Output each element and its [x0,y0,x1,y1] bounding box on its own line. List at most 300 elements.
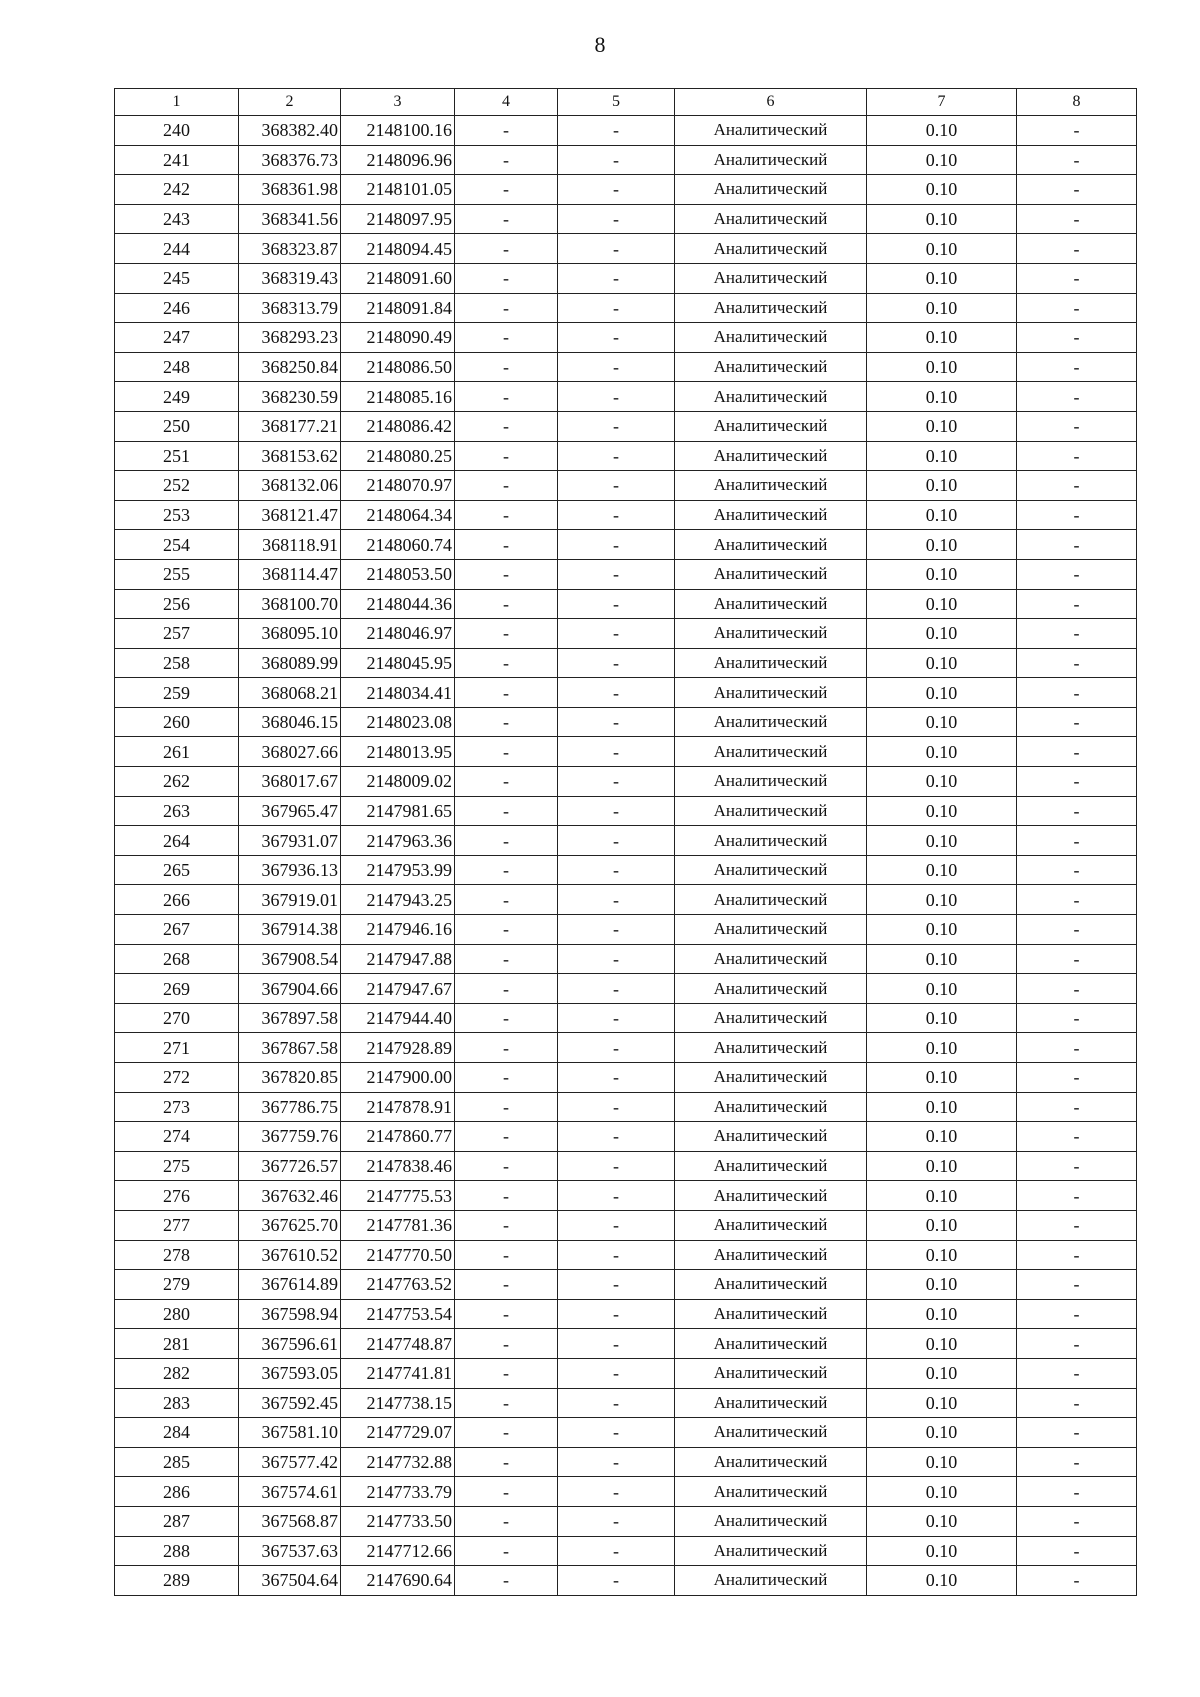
table-row [115,1566,1137,1596]
column-4-cell: - [455,944,558,974]
accuracy-cell: 0.10 [867,1536,1017,1566]
column-8-cell: - [1017,500,1137,530]
table-row [115,1358,1137,1388]
table-row [115,263,1137,293]
column-8-cell: - [1017,263,1137,293]
column-5-cell: - [558,1181,675,1211]
accuracy-cell: 0.10 [867,1506,1017,1536]
column-5-cell: - [558,145,675,175]
point-number-cell: 259 [115,678,239,708]
column-8-cell: - [1017,1506,1137,1536]
column-8-cell: - [1017,855,1137,885]
accuracy-cell: 0.10 [867,974,1017,1004]
column-8-cell: - [1017,234,1137,264]
accuracy-cell: 0.10 [867,1033,1017,1063]
column-4-cell: - [455,1181,558,1211]
x-coordinate-cell: 367726.57 [239,1151,341,1181]
coordinates-table [114,88,1137,1596]
method-cell: Аналитический [675,885,867,915]
column-5-cell: - [558,530,675,560]
column-5-cell: - [558,263,675,293]
point-number-cell: 279 [115,1270,239,1300]
point-number-cell: 286 [115,1477,239,1507]
column-8-cell: - [1017,559,1137,589]
x-coordinate-cell: 367936.13 [239,855,341,885]
column-8-cell: - [1017,589,1137,619]
column-4-cell: - [455,1388,558,1418]
column-8-cell: - [1017,648,1137,678]
accuracy-cell: 0.10 [867,855,1017,885]
column-8-cell: - [1017,1092,1137,1122]
method-cell: Аналитический [675,1388,867,1418]
column-5-cell: - [558,826,675,856]
accuracy-cell: 0.10 [867,1122,1017,1152]
column-8-cell: - [1017,1329,1137,1359]
y-coordinate-cell: 2147953.99 [341,855,455,885]
table-row [115,530,1137,560]
column-8-cell: - [1017,767,1137,797]
point-number-cell: 270 [115,1003,239,1033]
table-row [115,648,1137,678]
column-8-cell: - [1017,1388,1137,1418]
method-cell: Аналитический [675,589,867,619]
y-coordinate-cell: 2147741.81 [341,1358,455,1388]
method-cell: Аналитический [675,293,867,323]
column-5-cell: - [558,323,675,353]
column-4-cell: - [455,1270,558,1300]
method-cell: Аналитический [675,855,867,885]
column-8-cell: - [1017,382,1137,412]
method-cell: Аналитический [675,1122,867,1152]
point-number-cell: 253 [115,500,239,530]
y-coordinate-cell: 2148060.74 [341,530,455,560]
column-4-cell: - [455,707,558,737]
table-row [115,500,1137,530]
y-coordinate-cell: 2147947.88 [341,944,455,974]
x-coordinate-cell: 368153.62 [239,441,341,471]
column-4-cell: - [455,116,558,146]
method-cell: Аналитический [675,1299,867,1329]
table-row [115,1536,1137,1566]
table-row [115,707,1137,737]
column-8-cell: - [1017,293,1137,323]
y-coordinate-cell: 2148045.95 [341,648,455,678]
table-row [115,826,1137,856]
accuracy-cell: 0.10 [867,116,1017,146]
column-5-cell: - [558,382,675,412]
column-4-cell: - [455,1063,558,1093]
y-coordinate-cell: 2148013.95 [341,737,455,767]
method-cell: Аналитический [675,1418,867,1448]
column-8-cell: - [1017,1566,1137,1596]
method-cell: Аналитический [675,559,867,589]
x-coordinate-cell: 368089.99 [239,648,341,678]
x-coordinate-cell: 368313.79 [239,293,341,323]
accuracy-cell: 0.10 [867,1447,1017,1477]
y-coordinate-cell: 2148094.45 [341,234,455,264]
column-5-cell: - [558,1447,675,1477]
y-coordinate-cell: 2147690.64 [341,1566,455,1596]
x-coordinate-cell: 368341.56 [239,204,341,234]
column-5-cell: - [558,648,675,678]
x-coordinate-cell: 368376.73 [239,145,341,175]
method-cell: Аналитический [675,1151,867,1181]
accuracy-cell: 0.10 [867,471,1017,501]
method-cell: Аналитический [675,619,867,649]
point-number-cell: 255 [115,559,239,589]
column-4-cell: - [455,1151,558,1181]
method-cell: Аналитический [675,411,867,441]
table-row [115,589,1137,619]
method-cell: Аналитический [675,1477,867,1507]
column-5-cell: - [558,974,675,1004]
y-coordinate-cell: 2148080.25 [341,441,455,471]
x-coordinate-cell: 368100.70 [239,589,341,619]
y-coordinate-cell: 2147946.16 [341,915,455,945]
x-coordinate-cell: 368382.40 [239,116,341,146]
method-cell: Аналитический [675,767,867,797]
point-number-cell: 269 [115,974,239,1004]
point-number-cell: 248 [115,352,239,382]
method-cell: Аналитический [675,1329,867,1359]
column-header: 1 [115,89,239,116]
column-8-cell: - [1017,974,1137,1004]
y-coordinate-cell: 2148053.50 [341,559,455,589]
column-4-cell: - [455,530,558,560]
y-coordinate-cell: 2147981.65 [341,796,455,826]
column-header: 7 [867,89,1017,116]
accuracy-cell: 0.10 [867,737,1017,767]
column-4-cell: - [455,915,558,945]
column-8-cell: - [1017,1151,1137,1181]
column-4-cell: - [455,1566,558,1596]
column-4-cell: - [455,1418,558,1448]
column-4-cell: - [455,382,558,412]
column-4-cell: - [455,648,558,678]
column-8-cell: - [1017,1122,1137,1152]
x-coordinate-cell: 367914.38 [239,915,341,945]
accuracy-cell: 0.10 [867,1270,1017,1300]
column-8-cell: - [1017,737,1137,767]
table-row [115,678,1137,708]
point-number-cell: 243 [115,204,239,234]
y-coordinate-cell: 2147775.53 [341,1181,455,1211]
point-number-cell: 275 [115,1151,239,1181]
method-cell: Аналитический [675,944,867,974]
column-4-cell: - [455,1358,558,1388]
y-coordinate-cell: 2147878.91 [341,1092,455,1122]
x-coordinate-cell: 367759.76 [239,1122,341,1152]
y-coordinate-cell: 2147753.54 [341,1299,455,1329]
method-cell: Аналитический [675,915,867,945]
accuracy-cell: 0.10 [867,1566,1017,1596]
method-cell: Аналитический [675,263,867,293]
point-number-cell: 264 [115,826,239,856]
column-5-cell: - [558,1506,675,1536]
column-8-cell: - [1017,1181,1137,1211]
point-number-cell: 288 [115,1536,239,1566]
x-coordinate-cell: 367908.54 [239,944,341,974]
column-8-cell: - [1017,116,1137,146]
point-number-cell: 242 [115,175,239,205]
column-5-cell: - [558,678,675,708]
table-row [115,1181,1137,1211]
y-coordinate-cell: 2148101.05 [341,175,455,205]
accuracy-cell: 0.10 [867,500,1017,530]
y-coordinate-cell: 2148090.49 [341,323,455,353]
method-cell: Аналитический [675,1003,867,1033]
x-coordinate-cell: 367596.61 [239,1329,341,1359]
y-coordinate-cell: 2148009.02 [341,767,455,797]
x-coordinate-cell: 368293.23 [239,323,341,353]
column-5-cell: - [558,1566,675,1596]
y-coordinate-cell: 2147944.40 [341,1003,455,1033]
point-number-cell: 267 [115,915,239,945]
method-cell: Аналитический [675,1358,867,1388]
table-body [115,116,1137,1596]
point-number-cell: 273 [115,1092,239,1122]
column-header: 2 [239,89,341,116]
column-5-cell: - [558,1122,675,1152]
table-row [115,1210,1137,1240]
column-4-cell: - [455,204,558,234]
method-cell: Аналитический [675,1210,867,1240]
point-number-cell: 251 [115,441,239,471]
x-coordinate-cell: 368068.21 [239,678,341,708]
x-coordinate-cell: 367614.89 [239,1270,341,1300]
accuracy-cell: 0.10 [867,707,1017,737]
column-8-cell: - [1017,944,1137,974]
y-coordinate-cell: 2147963.36 [341,826,455,856]
x-coordinate-cell: 367625.70 [239,1210,341,1240]
column-8-cell: - [1017,885,1137,915]
table-row [115,204,1137,234]
point-number-cell: 249 [115,382,239,412]
column-5-cell: - [558,1477,675,1507]
column-5-cell: - [558,234,675,264]
table-row [115,1388,1137,1418]
point-number-cell: 247 [115,323,239,353]
method-cell: Аналитический [675,500,867,530]
column-5-cell: - [558,1063,675,1093]
column-4-cell: - [455,855,558,885]
method-cell: Аналитический [675,648,867,678]
column-4-cell: - [455,1240,558,1270]
column-8-cell: - [1017,323,1137,353]
column-5-cell: - [558,1270,675,1300]
x-coordinate-cell: 367965.47 [239,796,341,826]
y-coordinate-cell: 2147733.50 [341,1506,455,1536]
point-number-cell: 245 [115,263,239,293]
method-cell: Аналитический [675,1033,867,1063]
column-4-cell: - [455,767,558,797]
column-4-cell: - [455,1122,558,1152]
method-cell: Аналитический [675,530,867,560]
y-coordinate-cell: 2147900.00 [341,1063,455,1093]
column-5-cell: - [558,441,675,471]
column-4-cell: - [455,1536,558,1566]
x-coordinate-cell: 367919.01 [239,885,341,915]
column-5-cell: - [558,767,675,797]
accuracy-cell: 0.10 [867,1092,1017,1122]
x-coordinate-cell: 367820.85 [239,1063,341,1093]
point-number-cell: 277 [115,1210,239,1240]
point-number-cell: 278 [115,1240,239,1270]
point-number-cell: 274 [115,1122,239,1152]
accuracy-cell: 0.10 [867,1003,1017,1033]
column-5-cell: - [558,737,675,767]
column-4-cell: - [455,1329,558,1359]
y-coordinate-cell: 2147838.46 [341,1151,455,1181]
x-coordinate-cell: 367931.07 [239,826,341,856]
column-8-cell: - [1017,145,1137,175]
accuracy-cell: 0.10 [867,530,1017,560]
x-coordinate-cell: 367537.63 [239,1536,341,1566]
point-number-cell: 240 [115,116,239,146]
method-cell: Аналитический [675,234,867,264]
point-number-cell: 260 [115,707,239,737]
method-cell: Аналитический [675,1536,867,1566]
table-row [115,471,1137,501]
y-coordinate-cell: 2148097.95 [341,204,455,234]
table-row [115,619,1137,649]
column-4-cell: - [455,145,558,175]
column-5-cell: - [558,855,675,885]
accuracy-cell: 0.10 [867,145,1017,175]
accuracy-cell: 0.10 [867,1477,1017,1507]
table-row [115,737,1137,767]
table-row [115,441,1137,471]
y-coordinate-cell: 2148091.60 [341,263,455,293]
column-4-cell: - [455,411,558,441]
x-coordinate-cell: 368095.10 [239,619,341,649]
column-5-cell: - [558,1329,675,1359]
method-cell: Аналитический [675,678,867,708]
column-5-cell: - [558,1536,675,1566]
table-row [115,1477,1137,1507]
y-coordinate-cell: 2148100.16 [341,116,455,146]
y-coordinate-cell: 2147943.25 [341,885,455,915]
point-number-cell: 272 [115,1063,239,1093]
y-coordinate-cell: 2148044.36 [341,589,455,619]
column-4-cell: - [455,1477,558,1507]
y-coordinate-cell: 2148064.34 [341,500,455,530]
column-8-cell: - [1017,1240,1137,1270]
x-coordinate-cell: 368319.43 [239,263,341,293]
table-row [115,1299,1137,1329]
accuracy-cell: 0.10 [867,1063,1017,1093]
column-8-cell: - [1017,204,1137,234]
accuracy-cell: 0.10 [867,678,1017,708]
x-coordinate-cell: 368114.47 [239,559,341,589]
y-coordinate-cell: 2147733.79 [341,1477,455,1507]
accuracy-cell: 0.10 [867,1210,1017,1240]
x-coordinate-cell: 367897.58 [239,1003,341,1033]
column-8-cell: - [1017,1418,1137,1448]
point-number-cell: 252 [115,471,239,501]
accuracy-cell: 0.10 [867,441,1017,471]
column-4-cell: - [455,589,558,619]
column-8-cell: - [1017,1033,1137,1063]
table-row [115,1033,1137,1063]
column-4-cell: - [455,885,558,915]
method-cell: Аналитический [675,1063,867,1093]
point-number-cell: 271 [115,1033,239,1063]
method-cell: Аналитический [675,175,867,205]
column-4-cell: - [455,796,558,826]
method-cell: Аналитический [675,382,867,412]
accuracy-cell: 0.10 [867,1299,1017,1329]
column-4-cell: - [455,263,558,293]
method-cell: Аналитический [675,737,867,767]
x-coordinate-cell: 368046.15 [239,707,341,737]
column-8-cell: - [1017,411,1137,441]
accuracy-cell: 0.10 [867,915,1017,945]
column-5-cell: - [558,352,675,382]
accuracy-cell: 0.10 [867,382,1017,412]
x-coordinate-cell: 367577.42 [239,1447,341,1477]
point-number-cell: 256 [115,589,239,619]
table-row [115,116,1137,146]
point-number-cell: 265 [115,855,239,885]
table-row [115,1122,1137,1152]
x-coordinate-cell: 367568.87 [239,1506,341,1536]
x-coordinate-cell: 367786.75 [239,1092,341,1122]
x-coordinate-cell: 367610.52 [239,1240,341,1270]
column-8-cell: - [1017,1063,1137,1093]
table-row [115,175,1137,205]
x-coordinate-cell: 368017.67 [239,767,341,797]
table-row [115,1003,1137,1033]
point-number-cell: 241 [115,145,239,175]
y-coordinate-cell: 2147712.66 [341,1536,455,1566]
column-5-cell: - [558,1210,675,1240]
x-coordinate-cell: 368132.06 [239,471,341,501]
point-number-cell: 289 [115,1566,239,1596]
column-4-cell: - [455,1447,558,1477]
accuracy-cell: 0.10 [867,767,1017,797]
y-coordinate-cell: 2147738.15 [341,1388,455,1418]
point-number-cell: 254 [115,530,239,560]
point-number-cell: 276 [115,1181,239,1211]
y-coordinate-cell: 2148086.50 [341,352,455,382]
column-5-cell: - [558,707,675,737]
column-header: 5 [558,89,675,116]
column-8-cell: - [1017,1477,1137,1507]
accuracy-cell: 0.10 [867,826,1017,856]
x-coordinate-cell: 368323.87 [239,234,341,264]
accuracy-cell: 0.10 [867,263,1017,293]
column-4-cell: - [455,293,558,323]
column-4-cell: - [455,737,558,767]
column-8-cell: - [1017,1270,1137,1300]
table-row [115,1329,1137,1359]
column-5-cell: - [558,1358,675,1388]
column-4-cell: - [455,1092,558,1122]
column-5-cell: - [558,885,675,915]
table-row [115,1506,1137,1536]
table-row [115,915,1137,945]
accuracy-cell: 0.10 [867,175,1017,205]
y-coordinate-cell: 2148086.42 [341,411,455,441]
column-8-cell: - [1017,175,1137,205]
accuracy-cell: 0.10 [867,1388,1017,1418]
accuracy-cell: 0.10 [867,619,1017,649]
method-cell: Аналитический [675,1447,867,1477]
x-coordinate-cell: 367904.66 [239,974,341,1004]
column-4-cell: - [455,678,558,708]
point-number-cell: 257 [115,619,239,649]
